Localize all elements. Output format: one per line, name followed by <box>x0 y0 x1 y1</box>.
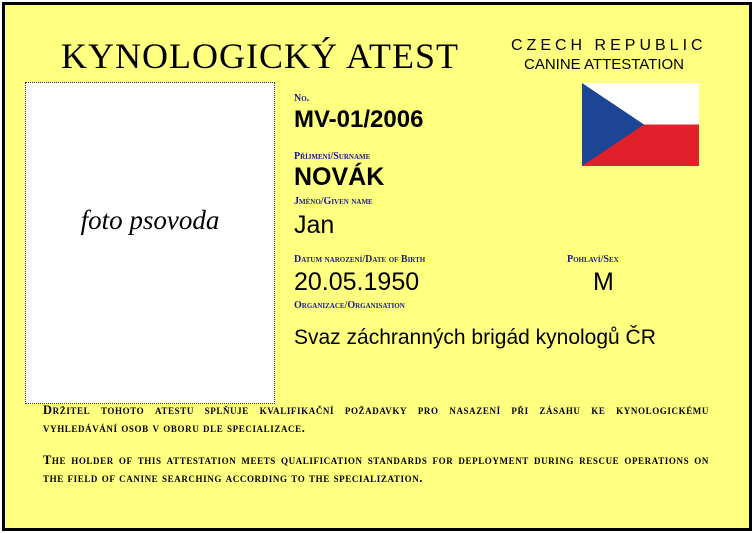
surname-value: NOVÁK <box>294 163 385 191</box>
given-name-label: Jméno/Given name <box>294 196 373 207</box>
document-subtitle: CANINE ATTESTATION <box>524 56 685 73</box>
czech-flag-icon <box>582 83 699 166</box>
number-label: No. <box>294 93 310 104</box>
number-value: MV-01/2006 <box>294 106 424 133</box>
dob-label: Datum narození/Date of Birth <box>294 254 426 265</box>
country-name: CZECH REPUBLIC <box>511 37 707 54</box>
statement-english: The holder of this attestation meets qualification standards for deployment during rescue operations on the field of canine searching according to the specialization. <box>43 453 709 485</box>
photo-label: foto psovoda <box>80 205 220 235</box>
given-name-value: Jan <box>294 211 335 239</box>
surname-label: Příjmení/Surname <box>294 151 371 162</box>
photo-placeholder <box>25 82 275 404</box>
organisation-label: Organizace/Organisation <box>294 300 405 311</box>
document-title: KYNOLOGICKÝ ATEST <box>61 36 459 76</box>
dob-value: 20.05.1950 <box>294 268 420 296</box>
attestation-card <box>2 2 752 531</box>
statement-czech: Držitel tohoto atestu splňuje kvalifikační požadavky pro nasazení při zásahu ke kynologickému vyhledávání osob v oboru dle specializace. <box>43 403 709 435</box>
sex-label: Pohlaví/Sex <box>567 254 619 265</box>
sex-value: M <box>593 268 614 296</box>
organisation-value: Svaz záchranných brigád kynologů ČR <box>294 326 656 349</box>
